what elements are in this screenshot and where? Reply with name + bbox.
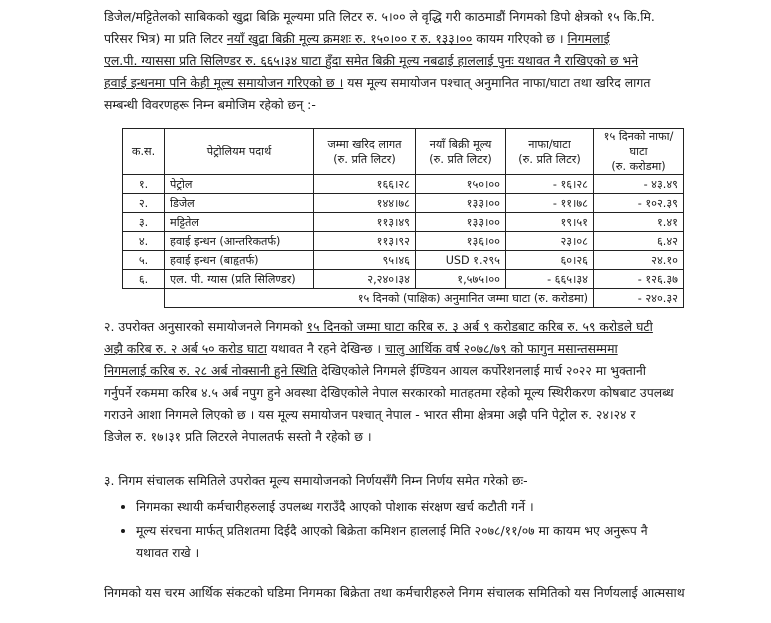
aviation-fuel-adjustment-text: हवाई इन्धनमा पनि केही मूल्य समायोजन गरिएको छ । bbox=[104, 75, 344, 90]
section-2-line-5: गराउने आशा निगमले लिएको छ । यस मूल्य समायोजन पश्चात् नेपाल - भारत सीमा क्षेत्रमा अझै पनि पेट्रोल रु. २४।२४ र bbox=[104, 407, 636, 422]
cell-profit-loss: ६०।२६ bbox=[506, 251, 594, 270]
cell-price: १,५७५।०० bbox=[416, 270, 506, 289]
cell-cost: १६६।२८ bbox=[314, 175, 416, 194]
table-row bbox=[123, 232, 684, 251]
intro-line-5: सम्बन्धी विवरणहरू निम्न बमोजिम रहेको छन् :- bbox=[104, 97, 316, 112]
section-2-line-2b: यथावत नै रहने देखिन्छ । bbox=[266, 341, 386, 356]
cell-product: मट्टितेल bbox=[165, 213, 314, 232]
list-item: • मूल्य संरचना मार्फत् प्रतिशतमा दिईदै आएको बिक्रेता कमिशन हाललाई मिति २०७८/११/०७ मा कायम भए अनुरूप नै यथावत राखे । bbox=[136, 520, 731, 564]
intro-line-4b: यस मूल्य समायोजन पश्चात् अनुमानित नाफा/घाटा तथा खरिद लागत bbox=[343, 75, 651, 90]
cell-profit-loss: - १६।२८ bbox=[506, 175, 594, 194]
cell-product: हवाई इन्धन (बाहृतर्फ) bbox=[165, 251, 314, 270]
cell-fortnight: २४.१० bbox=[594, 251, 684, 270]
cell-cost: ११३।९२ bbox=[314, 232, 416, 251]
cell-product: पेट्रोल bbox=[165, 175, 314, 194]
cell-product: एल. पी. ग्यास (प्रति सिलिण्डर) bbox=[165, 270, 314, 289]
nigamlai-text: निगमलाई bbox=[567, 31, 610, 46]
header-fortnight: १५ दिनको नाफा/घाटा (रु. करोडमा) bbox=[594, 129, 684, 175]
cell-fortnight: - १२६.३७ bbox=[594, 270, 684, 289]
table-row bbox=[123, 175, 684, 194]
price-table bbox=[122, 128, 684, 308]
cell-product: डिजेल bbox=[165, 194, 314, 213]
cell-cost: २,२४०।३४ bbox=[314, 270, 416, 289]
closing-line: निगमको यस चरम आर्थिक संकटको घडिमा निगमका बिक्रेता तथा कर्मचारीहरुले निगम संचालक समितिको यस निर्णयलाई आत्मसाथ bbox=[104, 585, 685, 600]
section-2-line-6: डिजेल रु. १७।३१ प्रति लिटरले नेपालतर्फ सस्तो नै रहेको छ । bbox=[104, 429, 372, 444]
fiscal-year-text: चालु आर्थिक वर्ष २०७८/७९ को फागुन मसान्तसम्ममा bbox=[385, 341, 618, 356]
intro-line-2a: परिसर भित्र) मा प्रति लिटर bbox=[104, 31, 227, 46]
cell-price: USD १.२९५ bbox=[416, 251, 506, 270]
table-row bbox=[123, 194, 684, 213]
cell-price: १३६।०० bbox=[416, 232, 506, 251]
cell-profit-loss: १९।५१ bbox=[506, 213, 594, 232]
table-row bbox=[123, 251, 684, 270]
table-total-row bbox=[123, 289, 684, 308]
cell-sn: ४. bbox=[123, 232, 165, 251]
header-profit-loss: नाफा/घाटा (रु. प्रति लिटर) bbox=[506, 129, 594, 175]
cell-profit-loss: - ११।७८ bbox=[506, 194, 594, 213]
intro-paragraph bbox=[104, 6, 731, 116]
intro-line-1: डिजेल/मट्टितेलको साबिकको खुद्रा बिक्रि मूल्यमा प्रति लिटर रु. ५।०० ले वृद्धि गरी काठमाडौं निगमको डिपो क्षेत्रको १५ कि.मि. bbox=[104, 9, 655, 24]
cell-fortnight: - १०२.३९ bbox=[594, 194, 684, 213]
section-2-line-4: गर्नुपर्ने रकममा करिब ४.५ अर्ब नपुग हुने अवस्था देखिएकोले नेपाल सरकारको मातहतमा रहेको मूल्य स्थिरीकरण कोषबाट उपलब्ध bbox=[104, 385, 674, 400]
cell-price: १३३।०० bbox=[416, 213, 506, 232]
list-item: • निगमका स्थायी कर्मचारीहरुलाई उपलब्ध गराउँदै आएको पोशाक संरक्षण खर्च कटौती गर्ने । bbox=[136, 496, 731, 518]
cell-price: १५०।०० bbox=[416, 175, 506, 194]
intro-line-2c: कायम गरिएको छ । bbox=[472, 31, 568, 46]
cell-product: हवाई इन्धन (आन्तरिकतर्फ) bbox=[165, 232, 314, 251]
new-retail-price-text: नयाँ खुद्रा बिक्री मूल्य क्रमशः रु. १५०।०० र रु. १३३।०० bbox=[226, 31, 473, 46]
total-loss-estimate-text: निगमलाई करिब रु. २८ अर्ब नोक्सानी हुने स्थिति bbox=[104, 363, 318, 378]
cell-sn: ३. bbox=[123, 213, 165, 232]
cell-fortnight: ६.४२ bbox=[594, 232, 684, 251]
fortnight-loss-text: १५ दिनको जम्मा घाटा करिब रु. ३ अर्ब ९ करोडबाट करिब रु. ५९ करोडले घटी bbox=[306, 319, 653, 334]
total-value: - २४०.३२ bbox=[594, 289, 684, 308]
cell-sn: १. bbox=[123, 175, 165, 194]
cell-cost: १४४।७८ bbox=[314, 194, 416, 213]
cell-price: १३३।०० bbox=[416, 194, 506, 213]
section-3-intro: ३. निगम संचालक समितिले उपरोक्त मूल्य समायोजनको निर्णयसँगै निम्न निर्णय समेत गरेको छः- bbox=[104, 473, 528, 488]
cell-cost: ११३।४९ bbox=[314, 213, 416, 232]
decision-list bbox=[104, 496, 731, 564]
table-header-row bbox=[123, 129, 684, 175]
table-row bbox=[123, 213, 684, 232]
cell-profit-loss: - ६६५।३४ bbox=[506, 270, 594, 289]
cell-profit-loss: २३।०८ bbox=[506, 232, 594, 251]
table-row bbox=[123, 270, 684, 289]
header-sn: क.स. bbox=[123, 129, 165, 175]
total-label: १५ दिनको (पाक्षिक) अनुमानित जम्मा घाटा (रु. करोडमा) bbox=[165, 289, 594, 308]
cell-fortnight: १.४१ bbox=[594, 213, 684, 232]
cell-cost: ९५।४६ bbox=[314, 251, 416, 270]
header-product: पेट्रोलियम पदार्थ bbox=[165, 129, 314, 175]
lpg-loss-text: एल.पी. ग्याससा प्रति सिलिण्डर रु. ६६५।३४ घाटा हुँदा समेत बिक्री मूल्य नबढाई हाललाई पुनः यथावत नै राखिएको छ भने bbox=[104, 53, 639, 68]
section-2-line-3b: देखिएकोले निगमले ईण्डियन आयल कर्पोरेशनलाई मार्च २०२२ मा भुक्तानी bbox=[317, 363, 647, 378]
remaining-loss-text: अझै करिब रु. २ अर्ब ५० करोड घाटा bbox=[104, 341, 267, 356]
header-cost: जम्मा खरिद लागत (रु. प्रति लिटर) bbox=[314, 129, 416, 175]
section-2-paragraph bbox=[104, 316, 731, 448]
cell-sn: २. bbox=[123, 194, 165, 213]
cell-sn: ५. bbox=[123, 251, 165, 270]
header-price: नयाँ बिक्री मूल्य (रु. प्रति लिटर) bbox=[416, 129, 506, 175]
cell-sn: ६. bbox=[123, 270, 165, 289]
cell-fortnight: - ४३.४९ bbox=[594, 175, 684, 194]
section-2-line-1a: २. उपरोक्त अनुसारको समायोजनले निगमको bbox=[104, 319, 307, 334]
